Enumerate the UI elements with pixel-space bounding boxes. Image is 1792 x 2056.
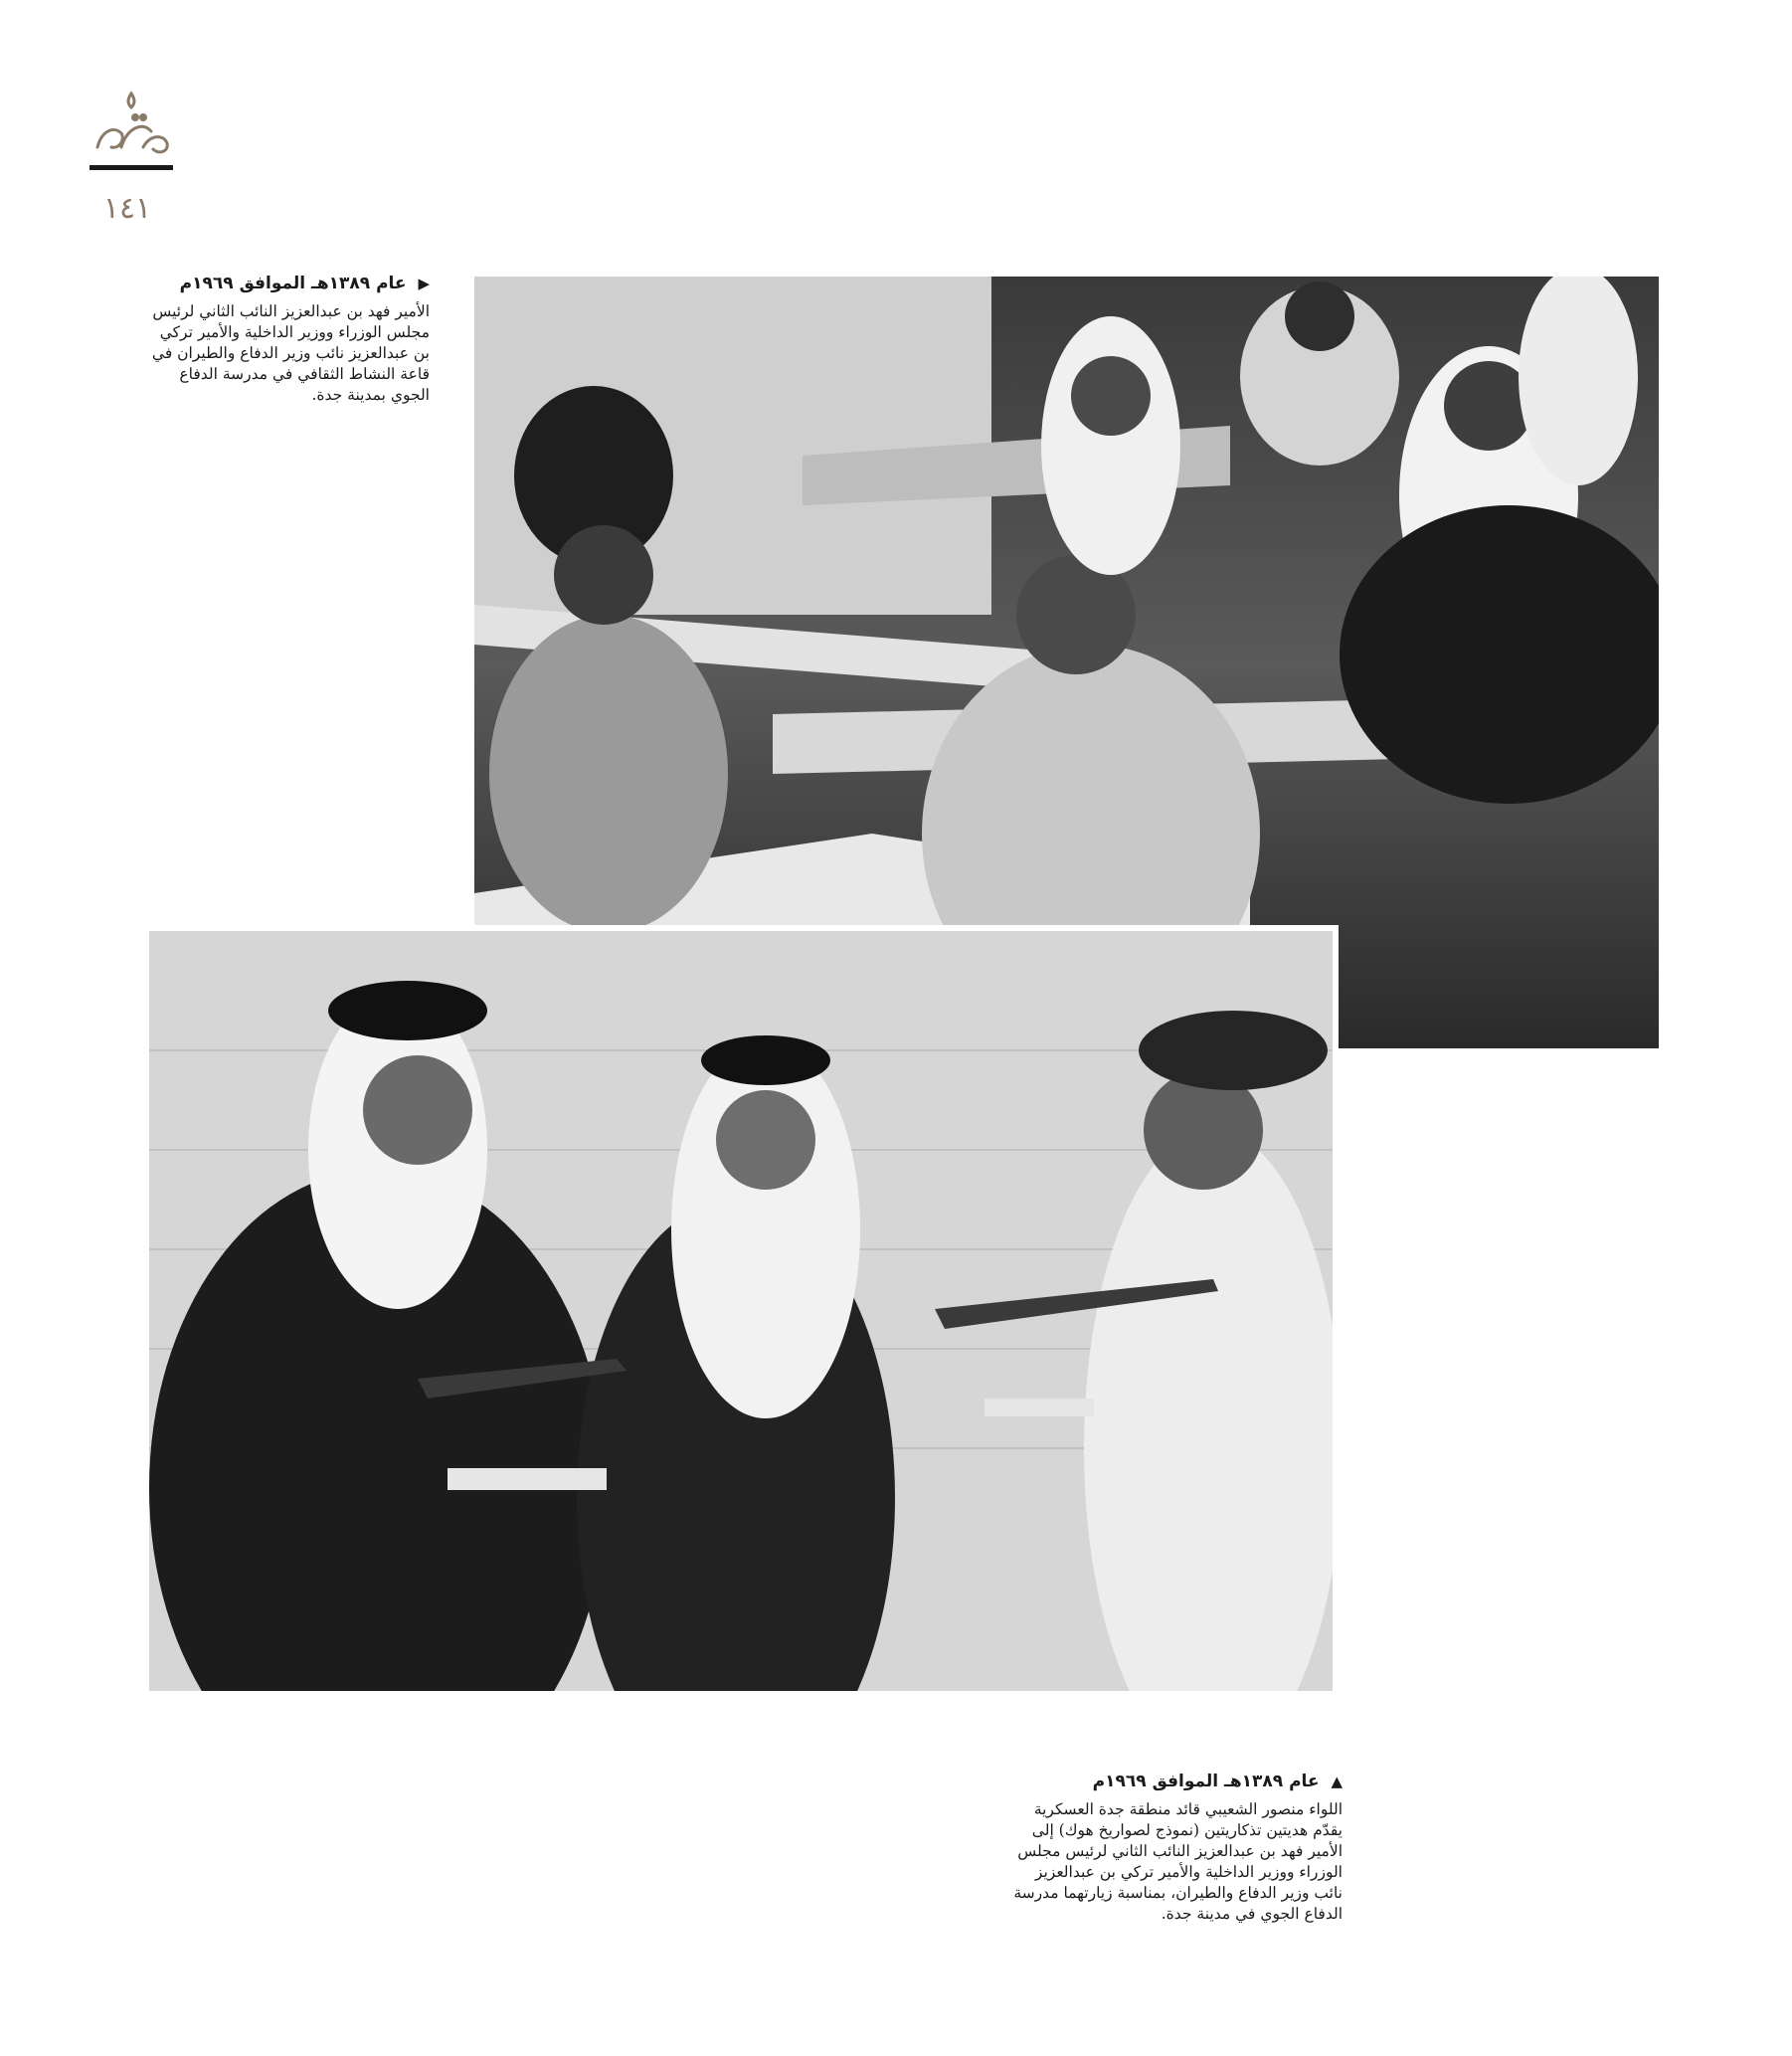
fahd-logo-icon [84, 88, 179, 183]
caption-bottom [1004, 1772, 1343, 1925]
caption-bottom-text: اللواء منصور الشعيبي قائد منطقة جدة العسكرية يقدّم هديتين تذكاريتين (نموذج لصواريخ هوك) إلى الأمير فهد بن عبدالعزيز النائب الثاني لرئيس مجلس الوزراء ووزير الداخلية والأمير تركي بن عبدالعزيز نائب وزير الدفاع والطيران، بمناسبة زيارتهما مدرسة الدفاع الجوي في مدينة جدة. [1013, 1800, 1343, 1923]
caption-top-date [139, 274, 430, 293]
caption-bottom-date-text: عام ١٣٨٩هـ الموافق ١٩٦٩م [1092, 1772, 1320, 1791]
caption-top-text: الأمير فهد بن عبدالعزيز النائب الثاني لرئيس مجلس الوزراء ووزير الداخلية والأمير تركي بن عبدالعزيز نائب وزير الدفاع والطيران في قاعة النشاط الثقافي في مدرسة الدفاع الجوي بمدينة جدة. [151, 302, 430, 404]
caption-top [139, 274, 430, 406]
caption-bottom-date [1004, 1772, 1343, 1791]
caption-top-date-text: عام ١٣٨٩هـ الموافق ١٩٦٩م [179, 274, 407, 293]
caption-top-marker-icon: ▶ [418, 275, 430, 292]
gift-presentation-photo [149, 925, 1339, 1691]
caption-bottom-marker-icon: ▲ [1331, 1773, 1343, 1790]
page-number: ١٤١ [102, 191, 152, 226]
